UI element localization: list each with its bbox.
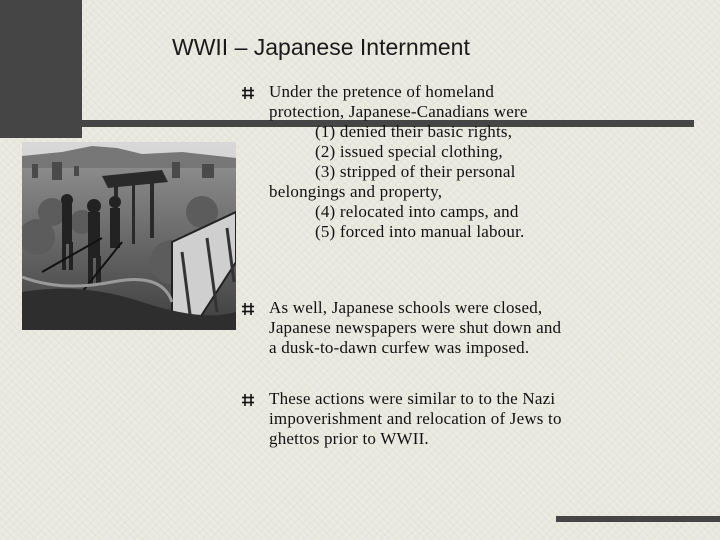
bullet-line: These actions were similar to to the Nazi	[269, 389, 556, 408]
bullet-line: a dusk-to-dawn curfew was imposed.	[269, 338, 530, 357]
decorative-vertical-bar	[0, 0, 82, 138]
bullet-line: (1) denied their basic rights,	[315, 122, 513, 141]
bullet-line: Japanese newspapers were shut down and	[269, 318, 562, 337]
bullet-line: As well, Japanese schools were closed,	[269, 298, 543, 317]
internment-camp-photo	[22, 142, 236, 330]
bullet-line: (5) forced into manual labour.	[315, 222, 525, 241]
bullet-line: impoverishment and relocation of Jews to	[269, 409, 562, 428]
decorative-bottom-bar	[556, 516, 720, 522]
bullet-line: protection, Japanese-Canadians were	[269, 102, 528, 121]
hash-bullet-icon	[241, 393, 255, 407]
bullet-item	[241, 298, 671, 358]
bullet-line: (2) issued special clothing,	[315, 142, 503, 161]
bullet-line: Under the pretence of homeland	[269, 82, 495, 101]
bullet-text	[269, 82, 671, 242]
bullet-item	[241, 82, 671, 242]
bullet-line: (3) stripped of their personal	[315, 162, 516, 181]
bullet-line: belongings and property,	[269, 182, 443, 201]
bullet-item	[241, 389, 671, 449]
slide-title: WWII – Japanese Internment	[172, 34, 470, 60]
hash-bullet-icon	[241, 86, 255, 100]
hash-bullet-icon	[241, 302, 255, 316]
bullet-text	[269, 298, 671, 358]
bullet-text	[269, 389, 671, 449]
bullet-line: ghettos prior to WWII.	[269, 429, 429, 448]
bullet-line: (4) relocated into camps, and	[315, 202, 519, 221]
